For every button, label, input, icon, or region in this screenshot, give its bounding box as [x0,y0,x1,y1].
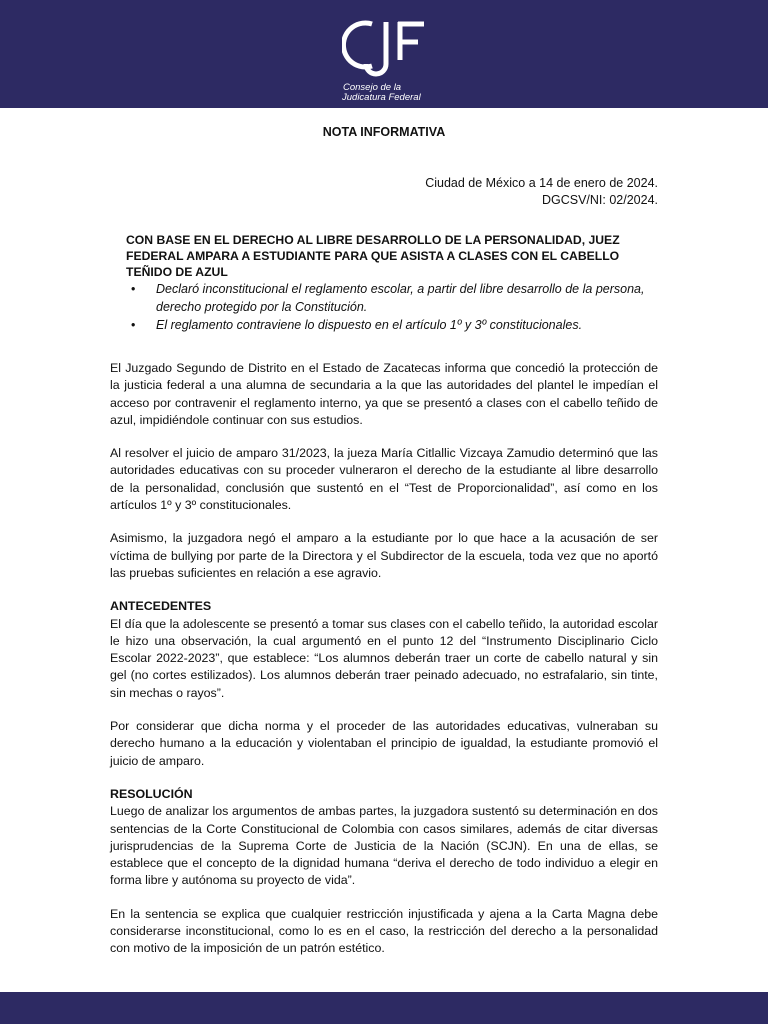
bullet-icon: • [131,318,136,332]
paragraph: El día que la adolescente se presentó a tomar sus clases con el cabello teñido, la autoridad escolar le hizo una observación, la cual argumentó en el punto 12 del “Instrumento Disciplinario Ciclo Escolar 2022-2023”, que establece: “Los alumnos deberán traer un corte de cabello natural y sin gel (no cortes estilizados). Los alumnos deberán traer peinado adecuado, no estrafalario, sin tinte, sin mechas o rayos”. [110,616,658,700]
cjf-monogram-icon [342,14,428,80]
bullet-text: El reglamento contraviene lo dispuesto en el artículo 1º y 3º constitucionales. [156,318,583,332]
body-text [110,360,658,958]
reference-number: DGCSV/NI: 02/2024. [541,193,658,207]
org-name-line1: Consejo de la [343,82,402,93]
place-date-block [425,175,658,209]
footer-band [0,992,768,1024]
place-date: Ciudad de México a 14 de enero de 2024. [425,176,658,190]
paragraph: El Juzgado Segundo de Distrito en el Estado de Zacatecas informa que concedió la protección de la justicia federal a una alumna de secundaria a la que las autoridades del plantel le impedían el acceso por contravenir el reglamento interno, ya que se presentó a clases con el cabello teñido de azul, impidiéndole continuar con sus estudios. [110,361,658,427]
paragraph: Luego de analizar los argumentos de ambas partes, la juzgadora sustentó su determinación en dos sentencias de la Corte Constitucional de Colombia con casos similares, además de citar diversas jurisprudencias de la Suprema Corte de Justicia de la Nación (SCJN). En una de ellas, se establece que el concepto de la dignidad humana “deriva el derecho de todo individuo a elegir en forma libre y autónoma su proyecto de vida”. [110,804,658,888]
cjf-logo [342,14,442,104]
document-title: NOTA INFORMATIVA [322,125,446,139]
paragraph: Asimismo, la juzgadora negó el amparo a la estudiante por lo que hace a la acusación de ser víctima de bullying por parte de la Directora y el Subdirector de la escuela, toda vez que no aportó las pruebas suficientes en relación a ese agravio. [110,531,658,580]
paragraph: Por considerar que dicha norma y el proceder de las autoridades educativas, vulneraban su derecho humano a la educación y violentaban el principio de igualdad, la estudiante promovió el juicio de amparo. [110,719,658,768]
bullet-item [131,316,671,334]
paragraph: Al resolver el juicio de amparo 31/2023, la jueza María Citlallic Vizcaya Zamudio determinó que las autoridades educativas con su proceder vulneraron el derecho de la estudiante al libre desarrollo de la personalidad, conclusión que sustentó en el “Test de Proporcionalidad”, así como en los artículos 1º y 3º constitucionales. [110,446,658,513]
section-heading-antecedentes: ANTECEDENTES [110,599,212,614]
org-name-line2: Judicatura Federal [342,92,421,103]
header-band [0,0,768,108]
bullet-icon: • [131,282,136,296]
bullet-text: Declaró inconstitucional el reglamento escolar, a partir del libre desarrollo de la persona, derecho protegido por la Constitución. [156,282,645,314]
summary-bullets [131,280,671,334]
paragraph: En la sentencia se explica que cualquier restricción injustificada y ajena a la Carta Magna debe considerarse inconstitucional, como lo es en el caso, la restricción del derecho a la personalidad con motivo de la imposición de un patrón estético. [110,906,658,956]
section-heading-resolucion: RESOLUCIÓN [110,786,193,801]
bullet-item [131,280,671,316]
headline: CON BASE EN EL DERECHO AL LIBRE DESARROLLO DE LA PERSONALIDAD, JUEZ FEDERAL AMPARA A ESTUDIANTE PARA QUE ASISTA A CLASES CON EL CABELLO TEÑIDO DE AZUL [126,233,620,279]
